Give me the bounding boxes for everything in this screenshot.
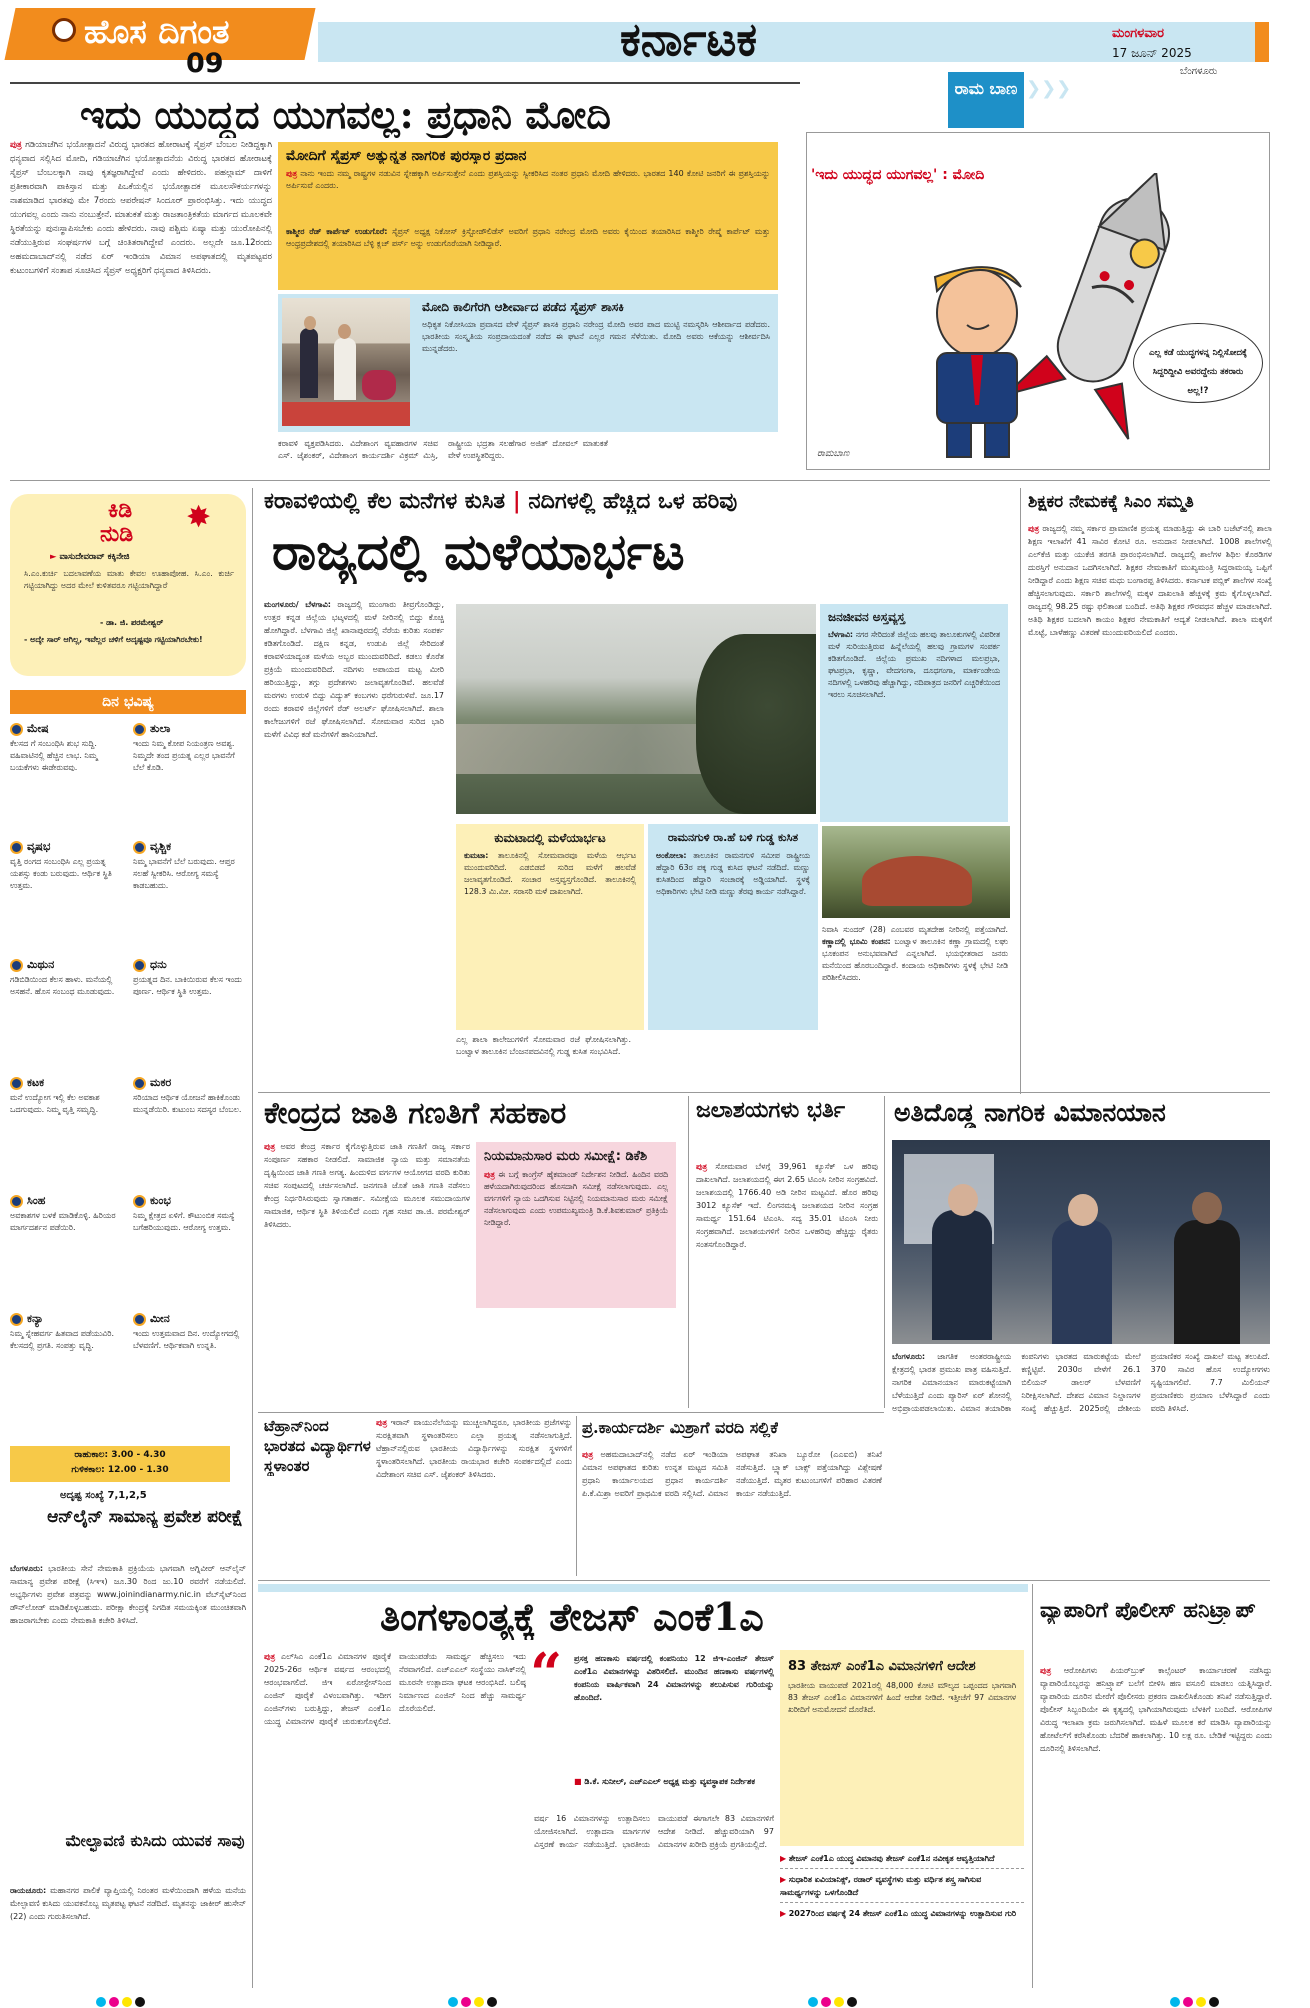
- horoscope-sign: ಕುಂಭ ನಿಮ್ಮ ಕ್ಷೇತ್ರದ ಏಳಿಗೆ. ಕೌಟುಂಬಿಕ ಸಮಸ್ಯೆ ಬಗೆಹರಿಯುವುದು. ಆರೋಗ್ಯ ಉತ್ತಮ.: [133, 1194, 235, 1232]
- tehran-dateline: ಪುತ್ರ: [376, 1418, 388, 1427]
- teachers-body-text: ರಾಜ್ಯದಲ್ಲಿ ನಮ್ಮ ಸರ್ಕಾರ ಪ್ರಾಮಾಣಿಕ ಪ್ರಯತ್ನ ಮಾಡುತ್ತಿದ್ದು ಈ ಬಾರಿ ಬಜೆಟ್‌ನಲ್ಲಿ ಶಾಲಾ ಶಿಕ್ಷಣ ಇಲಾಖೆಗೆ 41 ಸಾವಿರ ಕೋಟಿ ರೂ. ಅನುದಾನ ನೀಡಲಾಗಿದೆ. 1008 ಶಾಲೆಗಳಲ್ಲಿ ಎಲ್‌ಕೆಜಿ ಮತ್ತು ಯುಕೆಜಿ ತರಗತಿ ಪ್ರಾರಂಭಿಸಲಾಗಿದೆ. ರಾಜ್ಯದಲ್ಲಿ ಶಾಲೆಗಳ ಶಿಥಿಲ ಕೊಠಡಿಗಳ ದುರಸ್ತಿಗೆ ಅನುದಾನ ಒದಗಿಸಲಾಗಿದೆ. ಶಿಕ್ಷಕರ ನೇಮಕಾತಿಗೆ ಮುಖ್ಯಮಂತ್ರಿ ಸಿದ್ದರಾಮಯ್ಯ ಒಪ್ಪಿಗೆ ನೀಡಿದ್ದಾರೆ ಎಂದು ಶಿಕ್ಷಣ ಸಚಿವ ಮಧು ಬಂಗಾರಪ್ಪ ತಿಳಿಸಿದರು. ಕರ್ನಾಟಕ ಪಬ್ಲಿಕ್ ಶಾಲೆಗಳ ಸಂಖ್ಯೆ ಹೆಚ್ಚಿಸಲಾಗುವುದು. ಸರ್ಕಾರಿ ಶಾಲೆಗಳಲ್ಲಿ ಮಕ್ಕಳ ದಾಖಲಾತಿ ಹೆಚ್ಚಳಕ್ಕೆ ಕ್ರಮ ಕೈಗೊಳ್ಳಲಾಗಿದೆ. ರಾಜ್ಯದಲ್ಲಿ 98.25 ರಷ್ಟು ಫಲಿತಾಂಶ ಬಂದಿದೆ. ಅತಿಥಿ ಶಿಕ್ಷಕರ ಗೌರವಧನ ಹೆಚ್ಚಳ ಮಾಡಲಾಗಿದೆ. ಅತಿಥಿ ಶಿಕ್ಷಕರ ಬದಲಾಗಿ ಕಾಯಂ ಶಿಕ್ಷಕರ ನೇಮಕಾತಿಗೆ ಆದ್ಯತೆ ನೀಡಲಾಗಿದೆ. ಶಾಲಾ ಮಕ್ಕಳಿಗೆ ಮೊಟ್ಟೆ, ಬಾಳೆಹಣ್ಣು ವಿತರಣೆ ಮುಂದುವರಿಯಲಿದೆ ಎಂದರು.: [1028, 524, 1272, 637]
- tejas-middle: ವರ್ಷ 16 ವಿಮಾನಗಳನ್ನು ಉತ್ಪಾದಿಸಲು ಯೋಜಿಸಲಾಗಿದೆ. ಉತ್ಪಾದನಾ ಮಾರ್ಗಗಳ ವಿಸ್ತರಣೆ ಕಾರ್ಯ ನಡೆಯುತ್ತಿದೆ. ಭಾರತೀಯ ವಾಯುಪಡೆ ಈಗಾಗಲೇ 83 ವಿಮಾನಗಳಿಗೆ ಆದೇಶ ನೀಡಿದೆ. ಹೆಚ್ಚುವರಿಯಾಗಿ 97 ವಿಮಾನಗಳ ಖರೀದಿ ಪ್ರಕ್ರಿಯೆ ಪ್ರಗತಿಯಲ್ಲಿದೆ.: [534, 1814, 774, 1849]
- airline-body: [892, 1350, 1270, 1576]
- date-day: ಮಂಗಳವಾರ: [1112, 26, 1165, 41]
- rain-body: [264, 598, 444, 1060]
- logo-text: ಹೊಸ ದಿಗಂತ: [84, 12, 230, 51]
- tejas-band: [258, 1584, 1028, 1592]
- masthead: [0, 0, 1310, 80]
- kumta-dateline: ಕುಮಟಾ:: [464, 851, 489, 860]
- registration-marks-mid2: [808, 1992, 860, 2008]
- cartoon-signature: ರಾಮಬಾಣ: [817, 449, 850, 459]
- water-body-text: ಸೋಮವಾರ ಬೆಳಗ್ಗೆ 39,961 ಕ್ಯೂಸೆಕ್ ಒಳ ಹರಿವು ದಾಖಲಾಗಿದೆ. ಜಲಾಶಯದಲ್ಲಿ ಈಗ 2.65 ಟಿಎಂಸಿ ನೀರಿನ ಸಂಗ್ರಹವಿದೆ. ಜಲಾಶಯದಲ್ಲಿ 1766.40 ಅಡಿ ನೀರಿನ ಮಟ್ಟವಿದೆ. ಹೊರ ಹರಿವು 3012 ಕ್ಯೂಸೆಕ್ ಇದೆ. ಲಿಂಗನಮಕ್ಕಿ ಜಲಾಶಯದ ನೀರಿನ ಸಂಗ್ರಹ ಸಾಮರ್ಥ್ಯ 151.64 ಟಿಎಂಸಿ. ಸದ್ಯ 35.01 ಟಿಎಂಸಿ ನೀರು ಸಂಗ್ರಹವಾಗಿದೆ. ಜಲಾಶಯಗಳಿಗೆ ನೀರಿನ ಒಳಹರಿವು ಹೆಚ್ಚಿದ್ದು ರೈತರು ಸಂತಸಗೊಂಡಿದ್ದಾರೆ.: [696, 1162, 878, 1249]
- horoscope-sign: ಮೇಷ ಕೆಲಸದ ಗೆ ಸಂಬಂಧಿಸಿ ಶುಭ ಸುದ್ದಿ. ವಹಿವಾಟಿನಲ್ಲಿ ಹೆಚ್ಚಿನ ಲಾಭ. ನಿಮ್ಮ ಬಯಕೆಗಳು ಈಡೇರುವವು.: [10, 722, 98, 772]
- wall-collapse-body: [10, 1884, 246, 1984]
- rashi-icon: [10, 1195, 23, 1208]
- online-exam-dateline: ಬೆಂಗಳೂರು:: [10, 1564, 44, 1573]
- caste-body: [264, 1140, 470, 1408]
- tejas-box-body: ಭಾರತೀಯ ವಾಯುಪಡೆ 2021ರಲ್ಲಿ 48,000 ಕೋಟಿ ಮೌಲ್ಯದ ಒಪ್ಪಂದದ ಭಾಗವಾಗಿ 83 ತೇಜಸ್ ಎಂಕೆ1ಎ ವಿಮಾನಗಳಿಗೆ ಹಿಂದೆ ಆದೇಶ ನೀಡಿದೆ. ಇತ್ತೀಚೆಗೆ 97 ವಿಮಾನಗಳ ಖರೀದಿಗೆ ಅನುಮೋದನೆ ದೊರೆತಿದೆ.: [788, 1681, 1016, 1714]
- life-body: ನಗರ ಸೇರಿದಂತೆ ಜಿಲ್ಲೆಯ ಹಲವು ತಾಲೂಕುಗಳಲ್ಲಿ ವಿಪರೀತ ಮಳೆ ಸುರಿಯುತ್ತಿರುವ ಹಿನ್ನೆಲೆಯಲ್ಲಿ ಹಲವು ಗ್ರಾಮಗಳ ಸಂಪರ್ಕ ಕಡಿತಗೊಂಡಿದೆ. ಜಿಲ್ಲೆಯ ಪ್ರಮುಖ ನದಿಗಳಾದ ಮಲಪ್ರಭಾ, ಘಟಪ್ರಭಾ, ಕೃಷ್ಣಾ, ವೇದಗಂಗಾ, ದೂಧಗಂಗಾ, ಮಾರ್ಕಂಡೇಯ ನದಿಗಳಲ್ಲಿ ಒಳಹರಿವು ಹೆಚ್ಚಾಗಿದ್ದು, ನದಿಪಾತ್ರದ ಜನರಿಗೆ ಎಚ್ಚರಿಕೆಯಿಂದ ಇರಲು ಸೂಚಿಸಲಾಗಿದೆ.: [828, 630, 1000, 699]
- horoscope-sign: ಕಟಕ ಮನೆ ಉದ್ಯೋಗ ಇಲ್ಲಿ ಕೆಲ ಅವಕಾಶ ಒದಗುವುದು. ನಿಮ್ಮ ವೃತ್ತಿ ಸಮೃದ್ಧಿ.: [10, 1076, 100, 1114]
- survey-box: [476, 1142, 676, 1308]
- lucky-number: ಅದೃಷ್ಟ ಸಂಖ್ಯೆ 7,1,2,5: [60, 1490, 147, 1501]
- rashi-icon: [10, 1313, 23, 1326]
- horoscope-sign: ಧನು ಪ್ರಯತ್ನದ ದಿನ. ಬಾಕಿಯಿರುವ ಕೆಲಸ ಇಂದು ಪೂರ್ಣ. ಆರ್ಥಿಕ ಸ್ಥಿತಿ ಉತ್ತಮ.: [133, 958, 242, 996]
- section-title: ಕರ್ನಾಟಕ: [620, 12, 758, 66]
- award-box: [278, 142, 778, 290]
- rashi-icon: [10, 959, 23, 972]
- rain-photo: [456, 604, 816, 814]
- tehran-body: [376, 1416, 572, 1576]
- honeytrap-body: [1040, 1664, 1272, 1984]
- tejas-box-headline: 83 ತೇಜಸ್ ಎಂಕೆ1ಎ ವಿಮಾನಗಳಿಗೆ ಆದೇಶ: [788, 1659, 976, 1674]
- rashi-icon: [10, 841, 23, 854]
- rashi-icon: [10, 723, 23, 736]
- rain-kicker: ಕರಾವಳಿಯಲ್ಲಿ ಕೆಲ ಮನೆಗಳ ಕುಸಿತ | ನದಿಗಳಲ್ಲಿ ಹೆಚ್ಚಿದ ಒಳ ಹರಿವು: [264, 488, 738, 514]
- blessing-headline: ಮೋದಿ ಕಾಲಿಗೆರಗಿ ಆಶೀರ್ವಾದ ಪಡೆದ ಸೈಪ್ರಸ್ ಶಾಸಕಿ: [422, 300, 624, 314]
- horoscope-sign: ಮೀನ ಇಂದು ಉತ್ತಮವಾದ ದಿನ. ಉದ್ಯೋಗದಲ್ಲಿ ಬೆಳವಣಿಗೆ. ಆರ್ಥಿಕವಾಗಿ ಉನ್ನತಿ.: [133, 1312, 240, 1350]
- gulika: ಗುಳಿಕಕಾಲ: 12.00 - 1.30: [71, 1465, 169, 1475]
- tejas-quote-by: ■ ಡಿ.ಕೆ. ಸುನೀಲ್, ಎಚ್‌ಎಎಲ್ ಅಧ್ಯಕ್ಷ ಮತ್ತು ವ್ಯವಸ್ಥಾಪಕ ನಿರ್ದೇಶಕ: [574, 1777, 756, 1786]
- ramanagara-body: ತಾಲೂಕಿನ ರಾಮನಗುಳಿ ಸಮೀಪ ರಾಷ್ಟ್ರೀಯ ಹೆದ್ದಾರಿ 63ರ ಪಕ್ಕ ಗುಡ್ಡ ಕುಸಿದ ಘಟನೆ ನಡೆದಿದೆ. ಮಣ್ಣು ಕುಸಿತದಿಂದ ಹೆದ್ದಾರಿ ಸಂಚಾರಕ್ಕೆ ಅಡ್ಡಿಯಾಗಿದೆ. ಸ್ಥಳಕ್ಕೆ ಅಧಿಕಾರಿಗಳು ಭೇಟಿ ನೀಡಿ ಮಣ್ಣು ತೆರವು ಕಾರ್ಯ ನಡೆಸಿದ್ದಾರೆ.: [656, 851, 810, 896]
- tejas-body: [264, 1650, 526, 1990]
- misri-body-text: ಅಹಮದಾಬಾದ್‌ನಲ್ಲಿ ನಡೆದ ಏರ್ ಇಂಡಿಯಾ ವಿಮಾನ ಅಪಘಾತದ ಕುರಿತು ಉನ್ನತ ಮಟ್ಟದ ಸಮಿತಿ ಪ್ರಧಾನಿ ಕಾರ್ಯಾಲಯದ ಪ್ರಧಾನ ಕಾರ್ಯದರ್ಶಿ ಪಿ.ಕೆ.ಮಿಶ್ರಾ ಅವರಿಗೆ ಪ್ರಾಥಮಿಕ ವರದಿ ಸಲ್ಲಿಸಿದೆ. ವಿಮಾನ ಅಪಘಾತ ತನಿಖಾ ಬ್ಯೂರೋ (ಎಎಐಬಿ) ತನಿಖೆ ನಡೆಸುತ್ತಿದೆ. ಬ್ಲ್ಯಾಕ್ ಬಾಕ್ಸ್ ಪತ್ತೆಯಾಗಿದ್ದು ವಿಶ್ಲೇಷಣೆ ನಡೆಯುತ್ತಿದೆ. ಮೃತರ ಕುಟುಂಬಗಳಿಗೆ ಪರಿಹಾರ ವಿತರಣೆ ಕಾರ್ಯ ನಡೆಯುತ್ತಿದೆ.: [582, 1450, 882, 1498]
- wall-collapse-text: ಮಹಾನಗರ ಪಾಲಿಕೆ ವ್ಯಾಪ್ತಿಯಲ್ಲಿ ನಿರಂತರ ಮಳೆಯಿಂದಾಗಿ ಹಳೆಯ ಮನೆಯ ಮೇಲ್ಛಾವಣಿ ಕುಸಿದು ಯುವಕನೊಬ್ಬ ಮೃತಪಟ್ಟ ಘಟನೆ ನಡೆದಿದೆ. ಮೃತನನ್ನು ಜಾಕೀರ್ ಹುಸೇನ್ (22) ಎಂದು ಗುರುತಿಸಲಾಗಿದೆ.: [10, 1886, 246, 1921]
- teachers-dateline: ಪುತ್ರ: [1028, 524, 1040, 533]
- cartoon-badge: [948, 72, 1024, 128]
- wall-collapse-headline: ಮೇಲ್ಛಾವಣಿ ಕುಸಿದು ಯುವಕ ಸಾವು: [65, 1831, 245, 1850]
- water-headline: ಜಲಾಶಯಗಳು ಭರ್ತಿ: [696, 1097, 846, 1123]
- kumta-headline: ಕುಮಟಾದಲ್ಲಿ ಮಳೆಯಾರ್ಭಟ: [494, 831, 606, 845]
- survey-body: ಈ ಬಗ್ಗೆ ಕಾಂಗ್ರೆಸ್ ಹೈಕಮಾಂಡ್ ನಿರ್ದೇಶನ ನೀಡಿದೆ. ಹಿಂದಿನ ವರದಿ ಹಳೆಯದಾಗಿರುವುದರಿಂದ ಹೊಸದಾಗಿ ಸಮೀಕ್ಷೆ ನಡೆಸಲಾಗುವುದು. ಎಲ್ಲ ವರ್ಗಗಳಿಗೆ ನ್ಯಾಯ ಒದಗಿಸುವ ನಿಟ್ಟಿನಲ್ಲಿ ನಿಯಮಾನುಸಾರ ಮರು ಸಮೀಕ್ಷೆ ನಡೆಸಲಾಗುವುದು ಎಂದು ಉಪಮುಖ್ಯಮಂತ್ರಿ ಡಿ.ಕೆ.ಶಿವಕುಮಾರ್ ಪ್ರತಿಕ್ರಿಯೆ ನೀಡಿದ್ದಾರೆ.: [484, 1170, 668, 1227]
- water-dateline: ಪುತ್ರ: [696, 1162, 708, 1171]
- rain-dateline: ಮಂಗಳೂರು/ ಬೆಳಗಾವಿ:: [264, 600, 331, 609]
- award-subhead: ಕಾಶ್ಮೀರ ರೆಡ್ ಕಾರ್ಪೆಟ್ ಉಡುಗೊರೆ:: [286, 227, 388, 236]
- rashi-icon: [133, 723, 146, 736]
- misri-headline: ಪ್ರ.ಕಾರ್ಯದರ್ಶಿ ಮಿಶ್ರಾಗೆ ವರದಿ ಸಲ್ಲಿಕೆ: [582, 1418, 779, 1437]
- cartoon-badge-label: ರಾಮ ಬಾಣ: [954, 79, 1018, 98]
- tejas-point: ▶ ಸುಧಾರಿತ ಏವಿಯಾನಿಕ್ಸ್, ರಡಾರ್ ವ್ಯವಸ್ಥೆಗಳು ಮತ್ತು ವರ್ಧಿತ ಶಸ್ತ್ರ ಸಾಗಿಸುವ ಸಾಮರ್ಥ್ಯಗಳನ್ನು ಒಳಗೊಂಡಿದೆ: [780, 1873, 1024, 1903]
- horoscope-title: ದಿನ ಭವಿಷ್ಯ: [102, 694, 154, 710]
- rahukala-box: [10, 1446, 230, 1482]
- horoscope-sign: ಕನ್ಯಾ ನಿಮ್ಮ ಸ್ನೇಹವರ್ಗ ಹಿತವಾದ ಪಡೆಯುವಿರಿ. ಕೆಲಸದಲ್ಲಿ ಪ್ರಗತಿ. ಸಂಪತ್ತು ವೃದ್ಧಿ.: [10, 1312, 115, 1350]
- airline-body-text: ಜಾಗತಿಕ ಅಂತರರಾಷ್ಟ್ರೀಯ ಕ್ಷೇತ್ರದಲ್ಲಿ ಭಾರತ ಪ್ರಮುಖ ಪಾತ್ರ ವಹಿಸುತ್ತಿದೆ. ನಾಗರಿಕ ವಿಮಾನಯಾನ ಮಾರುಕಟ್ಟೆಯಾಗಿ ಬೆಳೆಯುತ್ತಿದೆ ಎಂದು ಪ್ಯಾರಿಸ್ ಏರ್ ಶೋನಲ್ಲಿ ಅಭಿಪ್ರಾಯಪಡಲಾಯಿತು. ವಿಮಾನ ತಯಾರಿಕಾ ಕಂಪನಿಗಳು ಭಾರತದ ಮಾರುಕಟ್ಟೆಯ ಮೇಲೆ ಕಣ್ಣಿಟ್ಟಿವೆ. 2030ರ ವೇಳೆಗೆ 26.1 ಬಿಲಿಯನ್ ಡಾಲರ್ ಬೆಳವಣಿಗೆ ನಿರೀಕ್ಷಿಸಲಾಗಿದೆ. ದೇಶದ ವಿಮಾನ ನಿಲ್ದಾಣಗಳ ಸಂಖ್ಯೆ ಹೆಚ್ಚುತ್ತಿದೆ. 2025ರಲ್ಲಿ ದೇಶೀಯ ಪ್ರಯಾಣಿಕರ ಸಂಖ್ಯೆ ದಾಖಲೆ ಮಟ್ಟ ತಲುಪಿದೆ. 370 ಸಾವಿರ ಹೊಸ ಉದ್ಯೋಗಗಳು ಸೃಷ್ಟಿಯಾಗಲಿವೆ. 7.7 ಮಿಲಿಯನ್ ಪ್ರಯಾಣಿಕರು ಪ್ರಯಾಣ ಬೆಳೆಸಿದ್ದಾರೆ ಎಂದು ವರದಿ ತಿಳಿಸಿದೆ.: [892, 1352, 1270, 1413]
- teachers-headline: ಶಿಕ್ಷಕರ ನೇಮಕಕ್ಕೆ ಸಿಎಂ ಸಮ್ಮತಿ: [1028, 492, 1194, 512]
- misri-dateline: ಪುತ್ರ: [582, 1450, 594, 1459]
- tejas-headline: ತಿಂಗಳಾಂತ್ಯಕ್ಕೆ ತೇಜಸ್ ಎಂಕೆ1ಎ: [380, 1594, 764, 1639]
- rashi-icon: [133, 1077, 146, 1090]
- cartoon-panel: [806, 132, 1270, 470]
- tejas-quote: ಪ್ರಸಕ್ತ ಹಣಕಾಸು ವರ್ಷದಲ್ಲಿ ಕಂಪನಿಯು 12 ಜಿಇ-ಎಂಜಿನ್ ತೇಜಸ್ ಎಂಕೆ1ಎ ವಿಮಾನಗಳನ್ನು ವಿತರಿಸಲಿದೆ. ಮುಂದಿನ ಹಣಕಾಸು ವರ್ಷಗಳಲ್ಲಿ ಕಂಪನಿಯ ವಾರ್ಷಿಕವಾಗಿ 24 ವಿಮಾನಗಳನ್ನು ತಲುಪಿಸುವ ಗುರಿಯನ್ನು ಹೊಂದಿದೆ.: [574, 1654, 774, 1702]
- date-full: 17 ಜೂನ್ 2025: [1112, 46, 1192, 60]
- honeytrap-dateline: ಪುತ್ರ: [1040, 1666, 1052, 1675]
- blessing-box: [278, 294, 778, 432]
- ramanagara-headline: ರಾಮನಗುಳಿ ರಾ.ಹೆ ಬಳಿ ಗುಡ್ಡ ಕುಸಿತ: [667, 831, 799, 844]
- registration-marks-mid: [448, 1992, 500, 2008]
- honeytrap-headline: ವ್ಯಾಪಾರಿಗೆ ಪೊಲೀಸ್ ಹನಿಟ್ರ್ಯಾಪ್: [1040, 1597, 1256, 1622]
- award-headline: ಮೋದಿಗೆ ಸೈಪ್ರಸ್ ಅತ್ಯುನ್ನತ ನಾಗರಿಕ ಪುರಸ್ಕಾರ ಪ್ರದಾನ: [286, 148, 527, 164]
- tehran-headline: ಟೆಹ್ರಾನ್‌ನಿಂದ ಭಾರತದ ವಿದ್ಯಾರ್ಥಿಗಳ ಸ್ಥಳಾಂತರ: [264, 1417, 371, 1475]
- lead-footer: ಕರಾವಳಿ ವ್ಯಕ್ತಪಡಿಸಿದರು. ವಿದೇಶಾಂಗ ವ್ಯವಹಾರಗಳ ಸಚಿವ ಎಸ್. ಜೈಶಂಕರ್, ವಿದೇಶಾಂಗ ಕಾರ್ಯದರ್ಶಿ ವಿಕ್ರಮ್ ಮಿಸ್ರಿ, ರಾಷ್ಟ್ರೀಯ ಭದ್ರತಾ ಸಲಹೆಗಾರ ಅಜಿತ್ ದೋವಲ್ ಮಾತುಕತೆ ವೇಳೆ ಉಪಸ್ಥಿತರಿದ್ದರು.: [278, 439, 608, 460]
- rashi-icon: [133, 1195, 146, 1208]
- logo-icon: [52, 18, 76, 42]
- award-subbody: ಸೈಪ್ರಸ್ ಅಧ್ಯಕ್ಷ ನಿಕೋಸ್ ಕ್ರಿಸ್ಟೋಡೌಲಿಡೆಸ್ ಅವರಿಗೆ ಪ್ರಧಾನಿ ನರೇಂದ್ರ ಮೋದಿ ಅವರು ಕೈಯಿಂದ ತಯಾರಿಸಿದ ಕಾಶ್ಮೀರಿ ರೇಷ್ಮೆ ಕಾರ್ಪೆಟ್ ಮತ್ತು ಆಂಧ್ರಪ್ರದೇಶದಲ್ಲಿ ತಯಾರಿಸಿದ ಬೆಳ್ಳಿ ಕ್ಲಚ್ ಪರ್ಸ್ ಅನ್ನು ಉಡುಗೊರೆಯಾಗಿ ನೀಡಿದ್ದಾರೆ.: [286, 227, 770, 248]
- tree-body-text: ನಿವಾಸಿ ಸುಂದರ್ (28) ಎಂಬವರ ಮೃತದೇಹ ನೀರಿನಲ್ಲಿ ಪತ್ತೆಯಾಗಿದೆ.: [822, 925, 1008, 934]
- cartoon-illustration: [867, 173, 1207, 463]
- teachers-body: [1028, 522, 1272, 1082]
- life-headline: ಜನಜೀವನ ಅಸ್ತವ್ಯಸ್ತ: [828, 610, 905, 624]
- rain-body-text: ರಾಜ್ಯದಲ್ಲಿ ಮುಂಗಾರು ತೀವ್ರಗೊಂಡಿದ್ದು, ಉತ್ತರ ಕನ್ನಡ ಜಿಲ್ಲೆಯ ಭಟ್ಕಳದಲ್ಲಿ ಮಳೆ ನೀರಿನಲ್ಲಿ ಬಿದ್ದು ಕೊಚ್ಚಿ ಹೋಗಿದ್ದಾರೆ. ಬೆಳಗಾವಿ ಜಿಲ್ಲೆ ಖಾನಾಪುರದಲ್ಲಿ ನೆರೆಯ ಕುರಿತು ಸಂಪರ್ಕ ಕಡಿತಗೊಂಡಿದೆ. ದಕ್ಷಿಣ ಕನ್ನಡ, ಉಡುಪಿ ಜಿಲ್ಲೆ ಸೇರಿದಂತೆ ಕರಾವಳಿಯಾದ್ಯಂತ ಮಳೆಯ ಅಬ್ಬರ ಮುಂದುವರಿದಿದೆ. ಕಡಲು ಕೊರೆತ ಪ್ರಕ್ರಿಯೆ ಮುಂದುವರಿದಿದೆ. ನದಿಗಳು ಅಪಾಯದ ಮಟ್ಟ ಮೀರಿ ಹರಿಯುತ್ತಿದ್ದು, ತಗ್ಗು ಪ್ರದೇಶಗಳು ಜಲಾವೃತಗೊಂಡಿವೆ. ಹಲವೆಡೆ ಮರಗಳು ಉರುಳಿ ಬಿದ್ದು ವಿದ್ಯುತ್ ಕಂಬಗಳು ಧರೆಗುರುಳಿವೆ. ಜೂ.17 ರಂದು ಕರಾವಳಿ ಜಿಲ್ಲೆಗಳಿಗೆ ರೆಡ್ ಅಲರ್ಟ್ ಘೋಷಿಸಲಾಗಿದೆ. ಶಾಲಾ ಕಾಲೇಜುಗಳಿಗೆ ರಜೆ ಘೋಷಿಸಲಾಗಿದೆ. ಸೋಮವಾರ ಸುರಿದ ಭಾರಿ ಮಳೆಗೆ ವಿವಿಧ ಕಡೆ ಮನೆಗಳಿಗೆ ಹಾನಿಯಾಗಿದೆ.: [264, 600, 444, 739]
- life-box: [820, 604, 1008, 822]
- kidi-nudi-quote-by: - ಡಾ. ಜಿ. ಪರಮೇಶ್ವರ್: [100, 618, 164, 627]
- horoscope-grid: [10, 722, 246, 1438]
- tehran-body-text: ಇರಾನ್ ವಾಯುನೆಲೆಯನ್ನು ಮುಚ್ಚಲಾಗಿದ್ದರೂ, ಭಾರತೀಯ ಪ್ರಜೆಗಳನ್ನು ಸುರಕ್ಷಿತವಾಗಿ ಸ್ಥಳಾಂತರಿಸಲು ಎಲ್ಲಾ ಪ್ರಯತ್ನ ನಡೆಸಲಾಗುತ್ತಿದೆ. ಟೆಹ್ರಾನ್‌ನಲ್ಲಿರುವ ಭಾರತೀಯ ವಿದ್ಯಾರ್ಥಿಗಳನ್ನು ಸುರಕ್ಷಿತ ಸ್ಥಳಗಳಿಗೆ ಸ್ಥಳಾಂತರಿಸಲಾಗಿದೆ. ಭಾರತೀಯ ರಾಯಭಾರ ಕಚೇರಿ ಸಂಪರ್ಕದಲ್ಲಿದೆ ಎಂದು ವಿದೇಶಾಂಗ ಸಚಿವ ಎಸ್. ಜೈಶಂಕರ್ ತಿಳಿಸಿದರು.: [376, 1418, 572, 1479]
- misri-body: [582, 1448, 882, 1576]
- caste-headline: ಕೇಂದ್ರದ ಜಾತಿ ಗಣತಿಗೆ ಸಹಕಾರ: [264, 1096, 567, 1131]
- horoscope-header: [10, 690, 246, 714]
- lead-dateline: ಪುತ್ರ: [10, 140, 22, 150]
- rashi-icon: [133, 841, 146, 854]
- rashi-icon: [133, 959, 146, 972]
- honeytrap-body-text: ಆರೋಪಿಗಳು ಪಿಯರ್‌ಬ್ರುಕ್ ಕಾಲ್ಸೆಂಟರ್ ಕಾರ್ಯಾಚರಣೆ ನಡೆಸಿದ್ದು ವ್ಯಾಪಾರಿಯೊಬ್ಬರನ್ನು ಹನಿಟ್ರ್ಯಾಪ್ ಬಲೆಗೆ ಬೀಳಿಸಿ ಹಣ ವಸೂಲಿ ಮಾಡಲು ಯತ್ನಿಸಿದ್ದಾರೆ. ವ್ಯಾಪಾರಿಯ ದೂರಿನ ಮೇರೆಗೆ ಪೊಲೀಸರು ಪ್ರಕರಣ ದಾಖಲಿಸಿಕೊಂಡು ತನಿಖೆ ನಡೆಸುತ್ತಿದ್ದಾರೆ. ಪೊಲೀಸ್ ಸಿಬ್ಬಂದಿಯೇ ಈ ಕೃತ್ಯದಲ್ಲಿ ಭಾಗಿಯಾಗಿರುವುದು ಬೆಳಕಿಗೆ ಬಂದಿದೆ. ಆರೋಪಿಗಳ ವಿರುದ್ಧ ಇಲಾಖಾ ಕ್ರಮ ಜರುಗಿಸಲಾಗಿದೆ. ಮಹಿಳೆ ಮೂಲಕ ಕರೆ ಮಾಡಿಸಿ ವ್ಯಾಪಾರಿಯನ್ನು ಹೋಟೆಲ್‌ಗೆ ಕರೆಸಿಕೊಂಡು ಬೆದರಿಕೆ ಹಾಕಲಾಗಿತ್ತು. 10 ಲಕ್ಷ ರೂ. ಬೇಡಿಕೆ ಇಟ್ಟಿದ್ದರು ಎಂದು ದೂರಿನಲ್ಲಿ ತಿಳಿಸಲಾಗಿದೆ.: [1040, 1666, 1272, 1753]
- kumta-box: [456, 824, 644, 1030]
- registration-marks-left: [96, 1992, 148, 2008]
- lead-headline: ಇದು ಯುದ್ಧದ ಯುಗವಲ್ಲ: ಪ್ರಧಾನಿ ಮೋದಿ: [80, 92, 611, 137]
- tejas-point: ▶ ತೇಜಸ್ ಎಂಕೆ1ಎ ಯುದ್ಧ ವಿಮಾನವು ತೇಜಸ್ ಎಂಕೆ1ನ ನವೀಕೃತ ಆವೃತ್ತಿಯಾಗಿದೆ: [780, 1852, 1024, 1869]
- horoscope-sign: ವೃಶ್ಚಿಕ ನಿಮ್ಮ ಭಾವನೆಗೆ ಬೆಲೆ ಬರುವುದು. ಆಪ್ತರ ಸಲಹೆ ಸ್ವೀಕರಿಸಿ. ಆರೋಗ್ಯ ಸಮಸ್ಯೆ ಕಾಡಬಹುದು.: [133, 840, 235, 890]
- rahukala: ರಾಹುಕಾಲ: 3.00 - 4.30: [74, 1450, 166, 1460]
- online-exam-body: [10, 1562, 246, 1824]
- blessing-photo: [282, 298, 410, 426]
- page-number: 09: [186, 48, 224, 79]
- online-exam-text: ಭಾರತೀಯ ಸೇನೆ ನೇಮಕಾತಿ ಪ್ರಕ್ರಿಯೆಯ ಭಾಗವಾಗಿ ಅಗ್ನಿವೀರ್ ಆನ್‌ಲೈನ್ ಸಾಮಾನ್ಯ ಪ್ರವೇಶ ಪರೀಕ್ಷೆ (ಸಿಇಇ) ಜೂ.30 ರಿಂದ ಜು.10 ರವರೆಗೆ ನಡೆಯಲಿದೆ. ಅಭ್ಯರ್ಥಿಗಳು ಪ್ರವೇಶ ಪತ್ರವನ್ನು www.joinindianarmy.nic.in ವೆಬ್‌ಸೈಟ್‌ನಿಂದ ಡೌನ್‌ಲೋಡ್ ಮಾಡಿಕೊಳ್ಳಬಹುದು. ಪರೀಕ್ಷಾ ಕೇಂದ್ರಕ್ಕೆ ನಿಗದಿತ ಸಮಯಕ್ಕಿಂತ ಮುಂಚಿತವಾಗಿ ಹಾಜರಾಗಬೇಕು ಎಂದು ನೇಮಕಾತಿ ಕಚೇರಿ ತಿಳಿಸಿದೆ.: [10, 1564, 246, 1625]
- tree-body: [822, 924, 1008, 1030]
- horoscope-sign: ಮಕರ ಸರಿಯಾದ ಆರ್ಥಿಕ ಯೋಜನೆ ಹಾಕಿಕೊಂಡು ಮುನ್ನಡೆಯಿರಿ. ಕುಟುಂಬ ಸದಸ್ಯರ ಬೆಂಬಲ.: [133, 1076, 242, 1114]
- tejas-box: [780, 1650, 1024, 1846]
- cartoon-speech-bubble: [1133, 323, 1263, 403]
- wall-collapse-dateline: ರಾಯಚೂರು:: [10, 1886, 47, 1895]
- kidi-nudi-byline: ► ವಾಸುದೇವರಾವ್ ಕಕ್ಕಿನೇಜಿ: [50, 552, 130, 562]
- online-exam-headline: ಆನ್‌ಲೈನ್ ಸಾಮಾನ್ಯ ಪ್ರವೇಶ ಪರೀಕ್ಷೆ: [47, 1507, 243, 1527]
- rain-headline: ರಾಜ್ಯದಲ್ಲಿ ಮಳೆಯಾರ್ಭಟ: [272, 522, 685, 581]
- registration-marks-right: [1170, 1992, 1222, 2008]
- lead-body-text: ಗಡಿಯಾಚೆಗಿನ ಭಯೋತ್ಪಾದನೆ ವಿರುದ್ಧ ಭಾರತದ ಹೋರಾಟಕ್ಕೆ ಸೈಪ್ರಸ್ ಬೆಂಬಲ ನೀಡಿದ್ದಕ್ಕಾಗಿ ಧನ್ಯವಾದ ಸಲ್ಲಿಸಿದ ಮೋದಿ, ಗಡಿಯಾಚೆಗಿನ ಭಯೋತ್ಪಾದನೆಯ ವಿರುದ್ಧ ಭಾರತದ ಹೋರಾಟಕ್ಕೆ ಸೈಪ್ರಸ್ ಬೆಂಬಲಕ್ಕಾಗಿ ನಾವು ಕೃತಜ್ಞರಾಗಿದ್ದೇವೆ ಎಂದು ಹೇಳಿದರು. ಪಹಲ್ಗಾಮ್ ದಾಳಿಗೆ ಪ್ರತೀಕಾರವಾಗಿ ಪಾಕಿಸ್ತಾನ ಮತ್ತು ಪಿಒಕೆಯಲ್ಲಿನ ಭಯೋತ್ಪಾದಕ ಮೂಲಸೌಕರ್ಯಗಳನ್ನು ನಾಶಮಾಡಿದ ಭಾರತವು ಮೇ 7ರಂದು ಆಪರೇಷನ್ ಸಿಂದೂರ್ ಪ್ರಾರಂಭಿಸಿತ್ತು. ಇದು ಯುದ್ಧದ ಯುಗವಲ್ಲ ಎಂದು ನಾನು ನಂಬುತ್ತೇನೆ. ಮಾತುಕತೆ ಮತ್ತು ರಾಜತಾಂತ್ರಿಕತೆಯ ಮಾರ್ಗದ ಮೂಲಕವೇ ಸ್ಥಿರತೆಯನ್ನು ಪುನಃಸ್ಥಾಪಿಸಬೇಕು ಎಂದು ಹೇಳಿದರು. ನಾವು ಪಶ್ಚಿಮ ಏಷ್ಯಾ ಮತ್ತು ಯುರೋಪಿನಲ್ಲಿ ನಡೆಯುತ್ತಿರುವ ಸಂಘರ್ಷಗಳ ಬಗ್ಗೆ ಚಿಂತಿತರಾಗಿದ್ದೇವೆ ಎಂದರು. ಅಲ್ಲದೇ ಜೂ.12ರಂದು ಅಹಮದಾಬಾದ್‌ನಲ್ಲಿ ನಡೆದ ಏರ್ ಇಂಡಿಯಾ ವಿಮಾನ ಅಪಘಾತದಲ್ಲಿ ಮೃತಪಟ್ಟವರ ಕುಟುಂಬಗಳಿಗೆ ಸಂತಾಪ ಸೂಚಿಸಿದ ಸೈಪ್ರಸ್ ಅಧ್ಯಕ್ಷರಿಗೆ ಧನ್ಯವಾದ ತಿಳಿಸಿದರು.: [10, 140, 272, 276]
- kidi-nudi-title-top: ಕಿಡಿ: [108, 498, 133, 523]
- horoscope-sign: ಮಿಥುನ ಗಡಿಬಿಡಿಯಿಂದ ಕೆಲಸ ಹಾಳು. ಮನೆಯಲ್ಲಿ ಅಸಹನೆ. ಹೊಸ ಸಂಬಂಧ ಮೂಡುವುದು.: [10, 958, 115, 996]
- survey-headline: ನಿಯಮಾನುಸಾರ ಮರು ಸಮೀಕ್ಷೆ: ಡಿಕೆಶಿ: [484, 1149, 648, 1164]
- life-dateline: ಬೆಳಗಾವಿ:: [828, 630, 853, 639]
- horoscope-sign: ವೃಷಭ ವೃತ್ತಿ ರಂಗದ ಸಂಬಂಧಿಸಿ ಎಲ್ಲ ಪ್ರಯತ್ನ ಯಶಸ್ಸು ಕಂಡು ಬರುವುದು. ಆರ್ಥಿಕ ಸ್ಥಿತಿ ಉತ್ತಮ.: [10, 840, 112, 890]
- horoscope-sign: ಸಿಂಹ ಅವಕಾಶಗಳ ಬಳಕೆ ಮಾಡಿಕೊಳ್ಳಿ. ಹಿರಿಯರ ಮಾರ್ಗದರ್ಶನ ಪಡೆಯಿರಿ.: [10, 1194, 116, 1232]
- kumta-body: ತಾಲೂಕಿನಲ್ಲಿ ಸೋಮವಾರವೂ ಮಳೆಯ ಆರ್ಭಟ ಮುಂದುವರಿದಿದೆ. ಎಡಬಿಡದೆ ಸುರಿದ ಮಳೆಗೆ ಹಲವೆಡೆ ಜಲಾವೃತಗೊಂಡಿದೆ. ಸಂಚಾರ ಅಸ್ತವ್ಯಸ್ತಗೊಂಡಿದೆ. ತಾಲೂಕಿನಲ್ಲಿ 128.3 ಮಿ.ಮೀ. ಸರಾಸರಿ ಮಳೆ ದಾಖಲಾಗಿದೆ.: [464, 851, 636, 896]
- masthead-city: ಬೆಂಗಳೂರು: [1180, 66, 1218, 77]
- airline-photo: [892, 1140, 1270, 1344]
- cartoon-badge-arrows: ❯❯❯: [1026, 78, 1072, 99]
- airline-dateline: ಬೆಂಗಳೂರು:: [892, 1352, 926, 1361]
- cartoon-speech: ಎಲ್ಲ ಕಡೆ ಯುದ್ಧಗಳನ್ನ ನಿಲ್ಲಿಸೋದಕ್ಕೆ ಸಿದ್ದರಿದ್ದೀವಿ ಅವರದ್ದೇನು ತಕರಾರು ಅಲ್ಲ!?: [1149, 348, 1247, 396]
- rain-footer: ಎಲ್ಲ ಶಾಲಾ ಕಾಲೇಜುಗಳಿಗೆ ಸೋಮವಾರ ರಜೆ ಘೋಷಿಸಲಾಗಿತ್ತು. ಬಂಟ್ವಾಳ ತಾಲೂಕಿನ ಬೆಂಜನಪದವಿನಲ್ಲಿ ಗುಡ್ಡ ಕುಸಿತ ಸಂಭವಿಸಿದೆ.: [456, 1035, 631, 1056]
- caste-body-text: ಅವರ ಕೇಂದ್ರ ಸರ್ಕಾರ ಕೈಗೊಳ್ಳುತ್ತಿರುವ ಜಾತಿ ಗಣತಿಗೆ ರಾಜ್ಯ ಸರ್ಕಾರ ಸಂಪೂರ್ಣ ಸಹಕಾರ ನೀಡಲಿದೆ. ಸಾಮಾಜಿಕ ನ್ಯಾಯ ಮತ್ತು ಸಮಾನತೆಯ ದೃಷ್ಟಿಯಿಂದ ಜಾತಿ ಗಣತಿ ಅಗತ್ಯ. ಹಿಂದುಳಿದ ವರ್ಗಗಳ ಆಯೋಗದ ವರದಿ ಕುರಿತು ಸಚಿವ ಸಂಪುಟದಲ್ಲಿ ಚರ್ಚಿಸಲಾಗಿದೆ. ಜನಗಣತಿ ಜೊತೆ ಜಾತಿ ಗಣತಿ ನಡೆಸಲು ಕೇಂದ್ರ ನಿರ್ಧರಿಸಿರುವುದು ಸ್ವಾಗತಾರ್ಹ. ಸಮೀಕ್ಷೆಯ ಮೂಲಕ ಸಮುದಾಯಗಳ ಸಾಮಾಜಿಕ, ಆರ್ಥಿಕ ಸ್ಥಿತಿ ತಿಳಿಯಲಿದೆ ಎಂದು ಗೃಹ ಸಚಿವ ಡಾ.ಜಿ. ಪರಮೇಶ್ವರ್ ತಿಳಿಸಿದರು.: [264, 1142, 470, 1229]
- kidi-nudi-punchline: - ಅದ್ಕೇ ಸಾರ್ ಆಗಿಲ್ಲ, ಇವೆಲ್ಲರ ಚಳಿಗೆ ಅದೃಷ್ಟವೂ ಗಟ್ಟಿಯಾಗಿರಬೇಕು!: [24, 635, 203, 644]
- tejas-body-text: ಎಲ್‌ಸಿಎ ಎಂಕೆ1ಎ ವಿಮಾನಗಳ ಪೂರೈಕೆ 2025-26ರ ಆರ್ಥಿಕ ವರ್ಷದ ಆರಂಭದಲ್ಲಿ ಆರಂಭವಾಗಲಿದೆ. ಜಿಇ ಏರೋಸ್ಪೇಸ್‌ನಿಂದ ಎಂಜಿನ್ ಪೂರೈಕೆ ವಿಳಂಬವಾಗಿತ್ತು. ಇದೀಗ ಎಂಜಿನ್‌ಗಳು ಬರುತ್ತಿದ್ದು, ತೇಜಸ್ ಎಂಕೆ1ಎ ಯುದ್ಧ ವಿಮಾನಗಳ ಪೂರೈಕೆ ಚುರುಕುಗೊಳ್ಳಲಿದೆ. ವಾಯುಪಡೆಯ ಸಾಮರ್ಥ್ಯ ಹೆಚ್ಚಿಸಲು ಇದು ನೆರವಾಗಲಿದೆ. ಎಚ್‌ಎಎಲ್ ಸಂಸ್ಥೆಯು ನಾಸಿಕ್‌ನಲ್ಲಿ ಮೂರನೇ ಉತ್ಪಾದನಾ ಘಟಕ ಆರಂಭಿಸಿದೆ. ಬಲಿಷ್ಠ ನಿರ್ಮಾಣದ ಎಂಜಿನ್ ನಿಂದ ಹೆಚ್ಚು ಸಾಮರ್ಥ್ಯ ದೊರೆಯಲಿದೆ.: [264, 1652, 526, 1726]
- kidi-nudi-box: [10, 494, 246, 676]
- spark-icon: ✸: [186, 500, 212, 535]
- masthead-accent: [1255, 22, 1269, 62]
- water-body: [696, 1160, 878, 1408]
- cartoon-caption: 'ಇದು ಯುದ್ಧದ ಯುಗವಲ್ಲ' : ಮೋದಿ: [811, 167, 985, 183]
- blessing-body: ಅಧಿಕೃತ ನಿಕೋಸಿಯಾ ಪ್ರವಾಸದ ವೇಳೆ ಸೈಪ್ರಸ್ ಶಾಸಕಿ ಪ್ರಧಾನಿ ನರೇಂದ್ರ ಮೋದಿ ಅವರ ಪಾದ ಮುಟ್ಟಿ ನಮಸ್ಕರಿಸಿ ಆಶೀರ್ವಾದ ಪಡೆದರು. ಭಾರತೀಯ ಸಂಸ್ಕೃತಿಯ ಸಂಪ್ರದಾಯದಂತೆ ನಡೆದ ಈ ಘಟನೆ ಎಲ್ಲರ ಗಮನ ಸೆಳೆಯಿತು. ಮೋದಿ ಅವರು ಆಕೆಯನ್ನು ಆಶೀರ್ವದಿಸಿ ಮುನ್ನಡೆದರು.: [422, 320, 770, 353]
- rashi-icon: [10, 1077, 23, 1090]
- caste-dateline: ಪುತ್ರ: [264, 1142, 276, 1151]
- horoscope-sign: ತುಲಾ ಇಂದು ನಿಮ್ಮ ಕೋಪ ನಿಯಂತ್ರಣ ಅವಶ್ಯ. ನಿಮ್ಮದೇ ತಂದ ಪ್ರಯತ್ನ ಎಲ್ಲರ ಭಾವನೆಗೆ ಬೆಲೆ ಕೊಡಿ.: [133, 722, 235, 772]
- tejas-points: [780, 1852, 1024, 1990]
- kidi-nudi-title-bottom: ನುಡಿ: [100, 522, 134, 547]
- rashi-icon: [133, 1313, 146, 1326]
- tejas-point: ▶ 2027ರಿಂದ ವರ್ಷಕ್ಕೆ 24 ತೇಜಸ್ ಎಂಕೆ1ಎ ಯುದ್ಧ ವಿಮಾನಗಳನ್ನು ಉತ್ಪಾದಿಸುವ ಗುರಿ: [780, 1909, 1017, 1918]
- award-body: ನಾನು ಇಂದು ನಮ್ಮ ರಾಷ್ಟ್ರಗಳ ನಡುವಿನ ಸ್ನೇಹಕ್ಕಾಗಿ ಅರ್ಪಿಸುತ್ತೇನೆ ಎಂದು ಪ್ರಶಸ್ತಿಯನ್ನು ಸ್ವೀಕರಿಸಿದ ನಂತರ ಪ್ರಧಾನಿ ಮೋದಿ ಹೇಳಿದರು. ಭಾರತದ 140 ಕೋಟಿ ಜನರಿಗೆ ಈ ಪ್ರಶಸ್ತಿಯನ್ನು ಅರ್ಪಿಸುವೆ ಎಂದರು.: [286, 169, 770, 190]
- tree-subhead: ಕಣ್ಣಾದಲ್ಲಿ ಭೂಮಿ ಕಂಪನ:: [822, 937, 891, 946]
- lead-body: [10, 138, 272, 474]
- ramanagara-box: [648, 824, 818, 1030]
- award-dateline: ಪುತ್ರ: [286, 169, 298, 178]
- survey-dateline: ಪುತ್ರ: [484, 1170, 495, 1179]
- tree-photo: [822, 826, 1010, 918]
- tejas-dateline: ಪುತ್ರ: [264, 1652, 276, 1661]
- quote-mark-icon: “: [530, 1641, 563, 1707]
- airline-headline: ಅತಿದೊಡ್ಡ ನಾಗರಿಕ ವಿಮಾನಯಾನ: [894, 1098, 1166, 1127]
- tree-subbody: ಬಂಟ್ವಾಳ ತಾಲೂಕಿನ ಕಣ್ಣಾ ಗ್ರಾಮದಲ್ಲಿ ಲಘು ಭೂಕಂಪನ ಅನುಭವವಾಗಿದೆ ಎನ್ನಲಾಗಿದೆ. ಭಯಭೀತರಾದ ಜನರು ಮನೆಯಿಂದ ಹೊರಬಂದಿದ್ದಾರೆ. ಕಂದಾಯ ಅಧಿಕಾರಿಗಳು ಸ್ಥಳಕ್ಕೆ ಭೇಟಿ ನೀಡಿ ಪರಿಶೀಲಿಸಿದರು.: [822, 937, 1008, 982]
- kidi-nudi-body: ಸಿ.ಎಂ.ಕುರ್ಚಿ ಬದಲಾವಣೆಯ ಮಾತು ಕೇವಲ ಊಹಾಪೋಹ. ಸಿ.ಎಂ. ಕುರ್ಚಿ ಗಟ್ಟಿಯಾಗಿದ್ದು ಅದರ ಮೇಲೆ ಕುಳಿತವರೂ ಗಟ್ಟಿಯಾಗಿದ್ದಾರೆ: [24, 569, 234, 590]
- ramanagara-dateline: ಅಂಕೋಲಾ:: [656, 851, 687, 860]
